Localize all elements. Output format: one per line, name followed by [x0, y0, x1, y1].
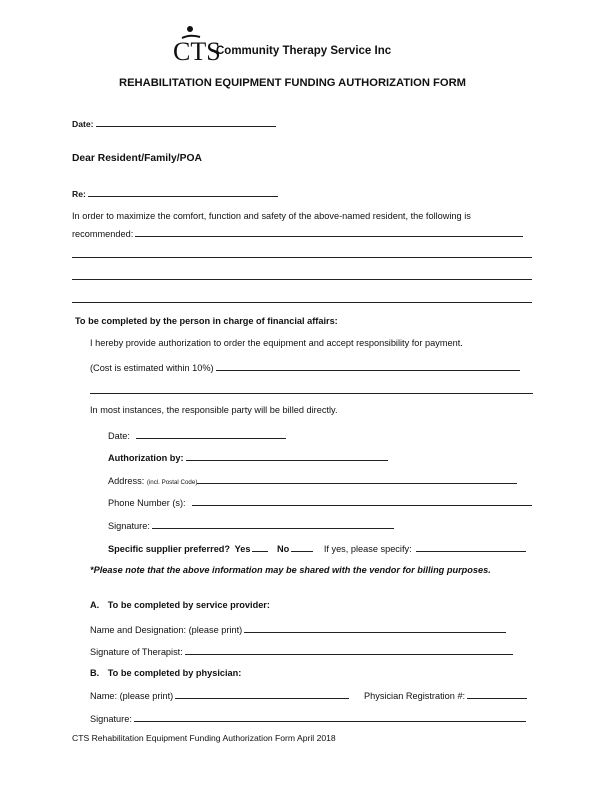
recommended-field[interactable] — [72, 227, 523, 239]
recommendation-line-1[interactable] — [72, 257, 532, 258]
supplier-specify-label: If yes, please specify: — [323, 544, 412, 554]
date-field[interactable] — [72, 117, 276, 129]
recommendation-line-3[interactable] — [72, 302, 532, 303]
share-note: *Please note that the above information may be shared with the vendor for billing purposes. — [90, 565, 491, 575]
financial-date-label: Date: — [108, 431, 130, 441]
physician-marker: B. — [90, 668, 100, 678]
financial-heading: To be completed by the person in charge of financial affairs: — [75, 316, 338, 326]
company-name: Community Therapy Service Inc — [216, 45, 392, 57]
address-label: Address: — [108, 476, 145, 486]
recommended-label: recommended: — [72, 229, 134, 239]
re-label: Re: — [72, 189, 86, 199]
physician-heading-row — [90, 668, 241, 678]
re-field[interactable] — [72, 187, 278, 199]
financial-signature-field[interactable] — [108, 519, 394, 531]
address-field[interactable] — [108, 474, 517, 486]
physician-signature-field[interactable] — [90, 712, 526, 724]
phone-label: Phone Number (s): — [108, 498, 186, 508]
footer-text: CTS Rehabilitation Equipment Funding Authorization Form April 2018 — [72, 733, 336, 743]
physician-heading: To be completed by physician: — [107, 668, 242, 678]
provider-marker: A. — [90, 600, 100, 610]
provider-heading: To be completed by service provider: — [107, 600, 270, 610]
financial-date-field[interactable] — [108, 429, 286, 441]
supplier-row — [108, 542, 526, 554]
physician-name-field[interactable] — [90, 689, 349, 701]
therapist-signature-field[interactable] — [90, 645, 513, 657]
cts-logo — [173, 24, 221, 66]
provider-name-field[interactable] — [90, 623, 506, 635]
financial-signature-label: Signature: — [108, 521, 150, 531]
logo-text: CTS — [173, 37, 221, 66]
recommendation-line-2[interactable] — [72, 279, 532, 280]
supplier-no-field[interactable] — [291, 542, 313, 552]
supplier-no-label: No — [277, 544, 290, 554]
physician-name-label: Name: (please print) — [90, 691, 174, 701]
form-title: REHABILITATION EQUIPMENT FUNDING AUTHORIZATION FORM — [119, 77, 466, 89]
physician-registration-field[interactable] — [364, 689, 527, 701]
physician-signature-label: Signature: — [90, 714, 132, 724]
intro-text: In order to maximize the comfort, function and safety of the above-named resident, the following is — [72, 211, 471, 221]
address-hint: (incl. Postal Code) — [146, 479, 198, 486]
cost-line-2[interactable] — [90, 393, 533, 394]
authorization-by-field[interactable] — [108, 451, 388, 463]
billing-note: In most instances, the responsible party will be billed directly. — [90, 405, 338, 415]
cost-label: (Cost is estimated within 10%) — [90, 363, 214, 373]
authorization-statement: I hereby provide authorization to order the equipment and accept responsibility for payment. — [90, 338, 463, 348]
cost-field[interactable] — [90, 361, 520, 373]
therapist-signature-label: Signature of Therapist: — [90, 647, 183, 657]
supplier-label: Specific supplier preferred? — [108, 544, 231, 554]
supplier-specify-field[interactable] — [416, 542, 526, 552]
provider-heading-row — [90, 600, 270, 610]
supplier-yes-field[interactable] — [252, 542, 268, 552]
date-label: Date: — [72, 119, 94, 129]
greeting: Dear Resident/Family/POA — [72, 153, 202, 164]
phone-field[interactable] — [108, 496, 532, 508]
physician-registration-label: Physician Registration #: — [364, 691, 466, 701]
supplier-yes-label: Yes — [234, 544, 251, 554]
provider-name-label: Name and Designation: (please print) — [90, 625, 243, 635]
authorization-by-label: Authorization by: — [108, 453, 184, 463]
